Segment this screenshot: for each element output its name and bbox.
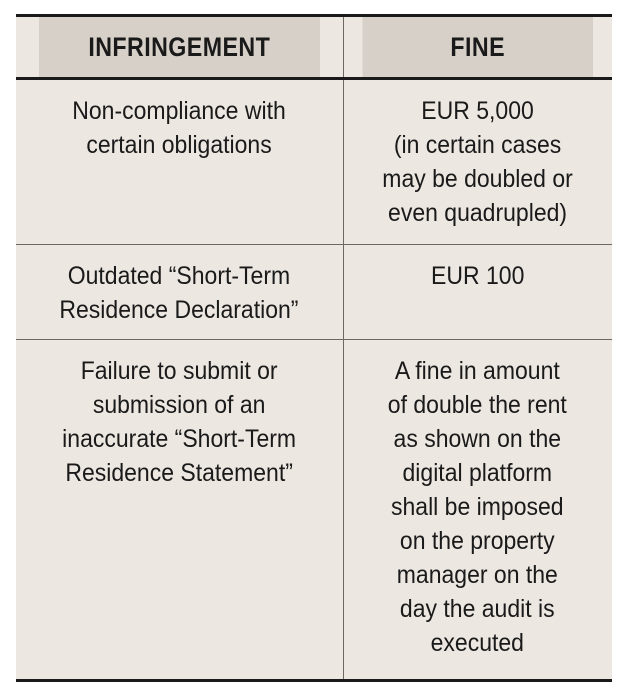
- fine-cell: [343, 79, 612, 245]
- infringement-cell: [16, 79, 343, 245]
- infringement-cell: [16, 245, 343, 340]
- fine-cell: [343, 245, 612, 340]
- fines-table-grid: [16, 17, 612, 679]
- fine-text: EUR 100: [431, 262, 525, 290]
- fine-text: EUR 5,000 (in certain cases may be doubled or even quadrupled): [382, 97, 574, 227]
- fines-table: [16, 14, 612, 682]
- table-header-row: [16, 17, 612, 79]
- table-row: [16, 340, 612, 680]
- table-row: [16, 79, 612, 245]
- infringement-cell: [16, 340, 343, 680]
- infringement-text: Non-compliance with certain obligations: [72, 97, 286, 159]
- header-fine: FINE: [362, 17, 593, 79]
- fine-cell: [343, 340, 612, 680]
- table-row: [16, 245, 612, 340]
- header-infringement: INFRINGEMENT: [39, 17, 320, 79]
- infringement-text: Failure to submit or submission of an inaccurate “Short-Term Residence Statement”: [62, 357, 297, 487]
- infringement-text: Outdated “Short-Term Residence Declaration”: [59, 262, 299, 324]
- fine-text: A fine in amount of double the rent as shown on the digital platform shall be imposed on the property manager on the day the audit is executed: [388, 357, 568, 657]
